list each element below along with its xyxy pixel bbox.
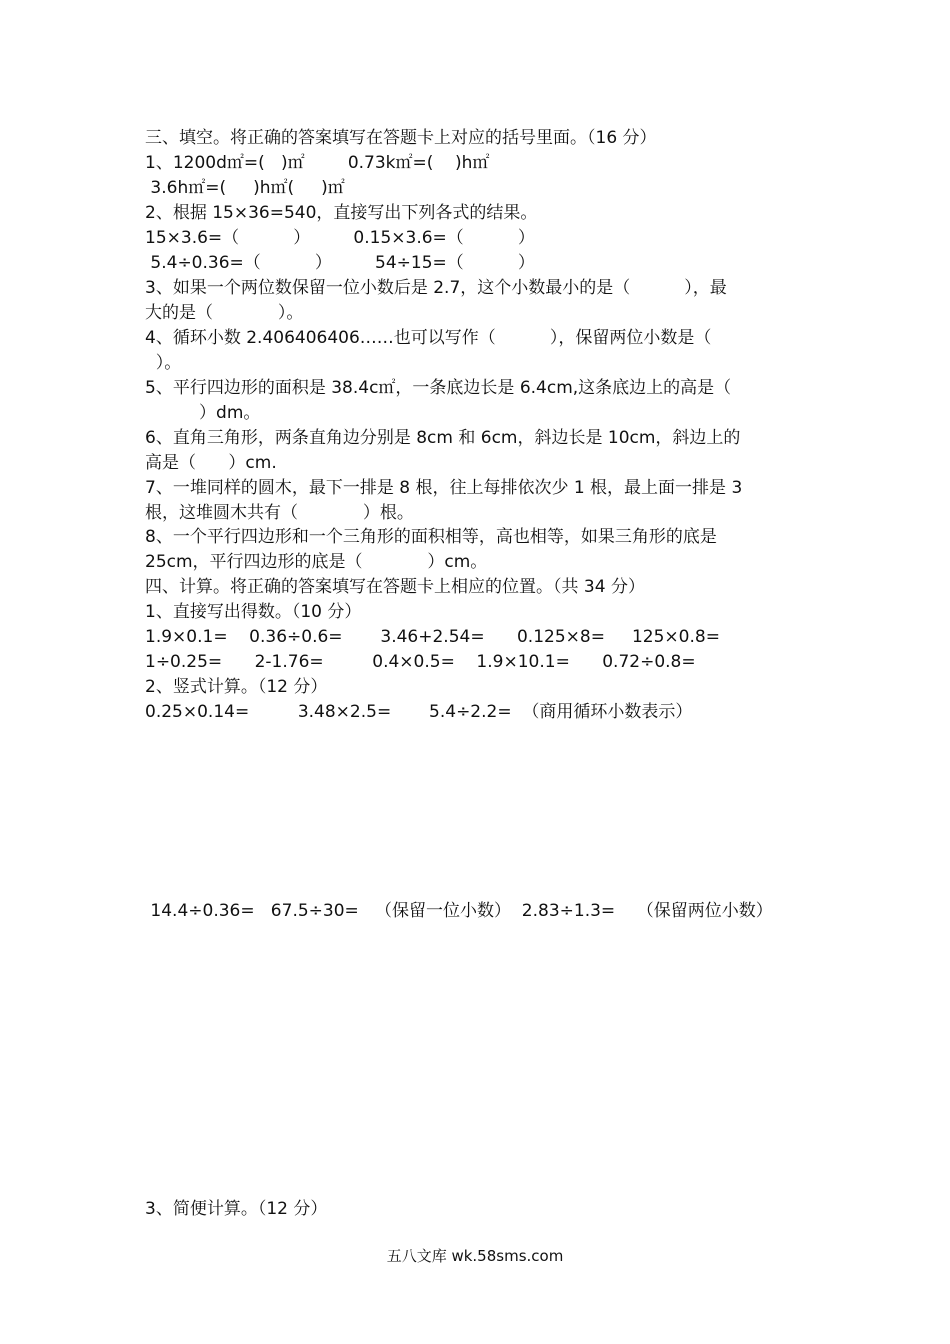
question-6-line-1: 6、直角三角形，两条直角边分别是 8cm 和 6cm，斜边长是 10cm，斜边上的 xyxy=(145,428,741,448)
question-3-line-2: 大的是（ ）。 xyxy=(145,303,304,323)
part-2-row-1: 0.25×0.14= 3.48×2.5= 5.4÷2.2= （商用循环小数表示） xyxy=(145,702,693,722)
part-3-title: 3、简便计算。（12 分） xyxy=(145,1199,328,1219)
part-2-title: 2、竖式计算。（12 分） xyxy=(145,677,328,697)
question-5-line-2: ）dm。 xyxy=(145,403,261,423)
question-3-line-1: 3、如果一个两位数保留一位小数后是 2.7，这个小数最小的是（ ），最 xyxy=(145,278,727,298)
question-5-line-1: 5、平行四边形的面积是 38.4c㎡，一条底边长是 6.4cm,这条底边上的高是（ xyxy=(145,378,732,398)
question-7-line-1: 7、一堆同样的圆木，最下一排是 8 根，往上每排依次少 1 根，最上面一排是 3 xyxy=(145,478,743,498)
question-2-line-2: 15×3.6=（ ） 0.15×3.6=（ ） xyxy=(145,228,535,248)
question-1-line-2: 3.6h㎡=( )h㎡( )㎡ xyxy=(145,178,345,198)
part-1-row-1: 1.9×0.1= 0.36÷0.6= 3.46+2.54= 0.125×8= 125×0.8= xyxy=(145,627,720,647)
footer-watermark: 五八文库 wk.58sms.com xyxy=(386,1247,564,1265)
question-7-line-2: 根，这堆圆木共有（ ）根。 xyxy=(145,503,414,523)
question-2-line-3: 5.4÷0.36=（ ） 54÷15=（ ） xyxy=(145,253,535,273)
question-4-line-2: ）。 xyxy=(145,353,182,373)
question-4-line-1: 4、循环小数 2.406406406……也可以写作（ ），保留两位小数是（ xyxy=(145,328,712,348)
section-4-heading: 四、计算。将正确的答案填写在答题卡上相应的位置。（共 34 分） xyxy=(145,577,645,597)
question-2-line-1: 2、根据 15×36=540，直接写出下列各式的结果。 xyxy=(145,203,538,223)
part-1-title: 1、直接写出得数。（10 分） xyxy=(145,602,362,622)
question-1-line-1: 1、1200d㎡=( )㎡ 0.73k㎡=( )h㎡ xyxy=(145,153,490,173)
question-8-line-1: 8、一个平行四边形和一个三角形的面积相等，高也相等，如果三角形的底是 xyxy=(145,527,717,547)
section-3-heading: 三、填空。将正确的答案填写在答题卡上对应的括号里面。（16 分） xyxy=(145,128,657,148)
question-6-line-2: 高是（ ）cm. xyxy=(145,453,277,473)
question-8-line-2: 25cm，平行四边形的底是（ ）cm。 xyxy=(145,552,488,572)
part-2-row-2: 14.4÷0.36= 67.5÷30= （保留一位小数） 2.83÷1.3= （保留两位小数） xyxy=(145,901,773,921)
part-1-row-2: 1÷0.25= 2-1.76= 0.4×0.5= 1.9×10.1= 0.72÷0.8= xyxy=(145,652,696,672)
